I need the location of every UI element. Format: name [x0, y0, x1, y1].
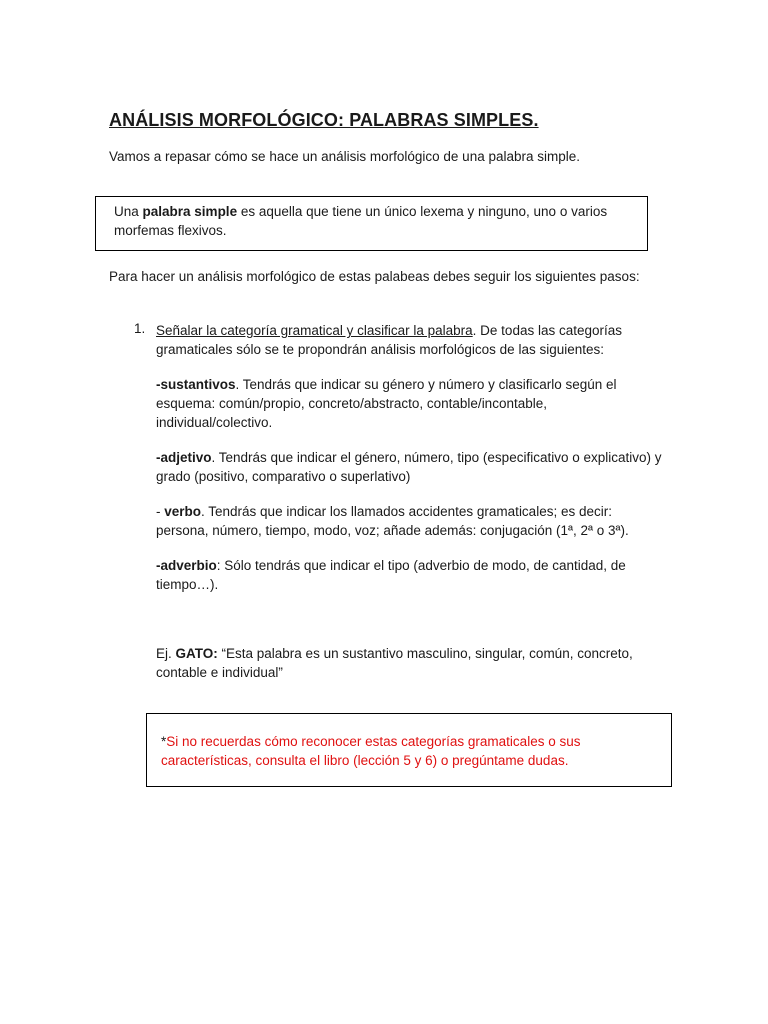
category-verbo: [156, 502, 666, 540]
category-text: . Tendrás que indicar los llamados accidentes gramaticales; es decir: persona, número, tiempo, modo, voz; añade además: conjugación (1ª, 2ª o 3ª).: [156, 504, 629, 538]
example-term: GATO:: [175, 646, 218, 661]
category-sustantivos: [156, 375, 666, 432]
category-adjetivo: [156, 448, 666, 486]
list-item-number: 1.: [134, 321, 146, 336]
example-text: “Esta palabra es un sustantivo masculino, singular, común, concreto, contable e individual”: [156, 646, 633, 680]
category-adverbio: [156, 556, 666, 594]
note-box: [146, 713, 672, 787]
definition-prefix: Una: [114, 204, 143, 219]
definition-box: [95, 196, 648, 251]
category-text: . Tendrás que indicar el género, número, tipo (especificativo o explicativo) y grado (positivo, comparativo o superlativo): [156, 450, 662, 484]
example-prefix: Ej.: [156, 646, 176, 661]
category-term: -sustantivos: [156, 377, 236, 392]
category-term: -adjetivo: [156, 450, 212, 465]
category-text: . Tendrás que indicar su género y número y clasificarlo según el esquema: común/propio, concreto/abstracto, contable/incontable, individual/colectivo.: [156, 377, 617, 430]
definition-term: palabra simple: [142, 204, 238, 219]
note-star: *: [161, 734, 167, 749]
intro-paragraph: Vamos a repasar cómo se hace un análisis morfológico de una palabra simple.: [109, 149, 581, 164]
definition-text: es aquella que tiene un único lexema y ninguno, uno o varios morfemas flexivos.: [114, 204, 608, 238]
example-paragraph: [156, 644, 666, 682]
category-text: : Sólo tendrás que indicar el tipo (adverbio de modo, de cantidad, de tiempo…).: [156, 558, 626, 592]
step-heading-paragraph: [156, 321, 666, 359]
step-heading-rest: . De todas las categorías gramaticales sólo se te propondrán análisis morfológicos de las siguientes:: [156, 323, 623, 357]
page-title: ANÁLISIS MORFOLÓGICO: PALABRAS SIMPLES.: [109, 110, 539, 130]
category-term: verbo: [164, 504, 202, 519]
steps-intro-paragraph: Para hacer un análisis morfológico de estas palabeas debes seguir los siguientes pasos:: [109, 269, 640, 284]
note-text: Si no recuerdas cómo reconocer estas categorías gramaticales o sus características, consulta el libro (lección 5 y 6) o pregúntame dudas.: [161, 734, 581, 768]
list-item: [156, 321, 666, 682]
step-heading: Señalar la categoría gramatical y clasificar la palabra: [156, 323, 473, 338]
category-prefix: -: [156, 504, 165, 519]
category-term: -adverbio: [156, 558, 217, 573]
